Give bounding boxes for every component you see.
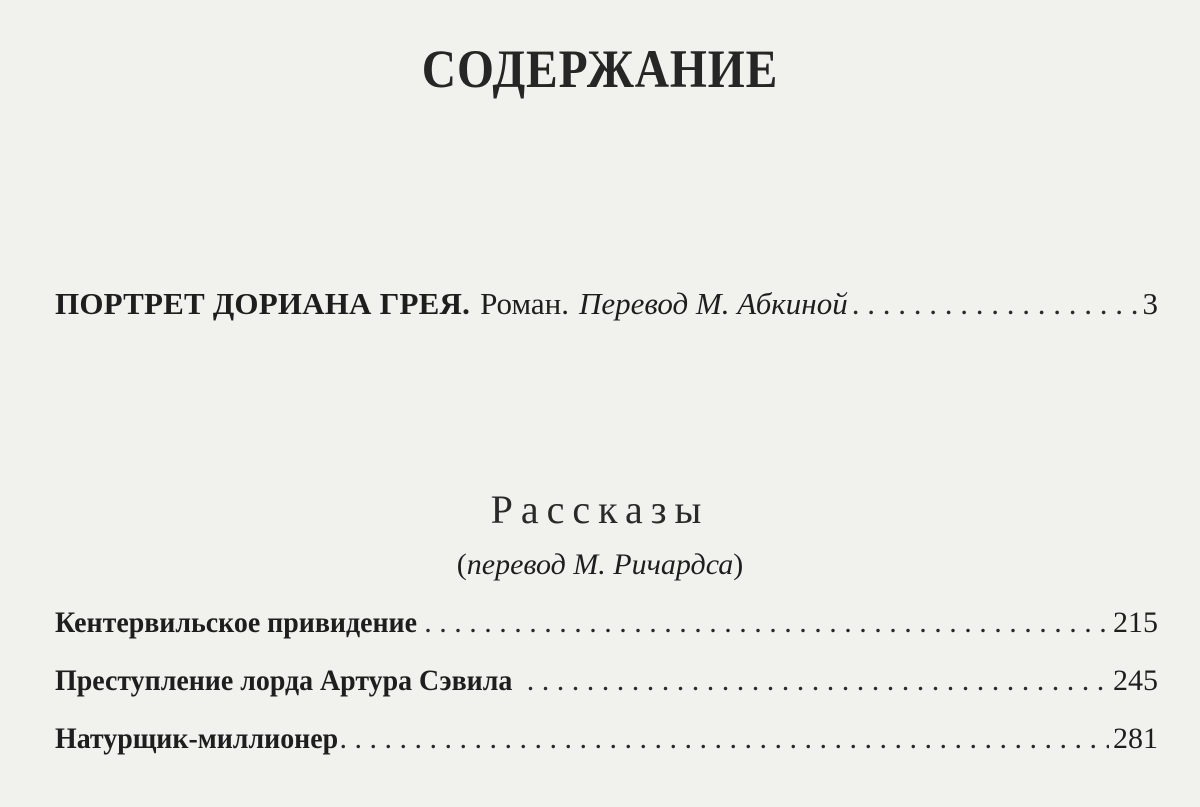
subheading-paren-open: ( <box>456 548 467 581</box>
dot-leader <box>339 722 1109 756</box>
subheading-translator: перевод М. Ричардса <box>466 548 734 581</box>
toc-entry-page-number: 215 <box>1113 606 1158 639</box>
toc-entry-title: Натурщик-миллионер <box>55 722 339 755</box>
toc-entry-title: Кентервильское привидение <box>55 606 418 639</box>
toc-entry-title: ПОРТРЕТ ДОРИАНА ГРЕЯ. <box>55 286 471 321</box>
toc-entry-title: Преступление лорда Артура Сэвила <box>55 664 513 697</box>
dot-leader <box>527 664 1109 698</box>
toc-entry-story[interactable] <box>55 722 1158 756</box>
toc-entry-story[interactable] <box>55 664 1158 698</box>
toc-entry-page-number: 281 <box>1113 722 1158 755</box>
toc-entry-genre: Роман. <box>480 286 569 321</box>
toc-entry-page-number: 245 <box>1113 664 1158 697</box>
toc-entry-story[interactable] <box>55 606 1158 640</box>
toc-entry-main[interactable] <box>55 286 1158 322</box>
subheading-paren-close: ) <box>733 548 744 581</box>
toc-entry-translator: Перевод М. Абкиной <box>578 286 848 321</box>
section-heading: Рассказы <box>490 487 710 532</box>
section-subheading <box>0 548 1200 582</box>
dot-leader <box>424 606 1109 640</box>
dot-leader <box>852 286 1139 322</box>
page-title: СОДЕРЖАНИЕ <box>421 39 779 99</box>
toc-entry-page-number: 3 <box>1142 286 1158 321</box>
